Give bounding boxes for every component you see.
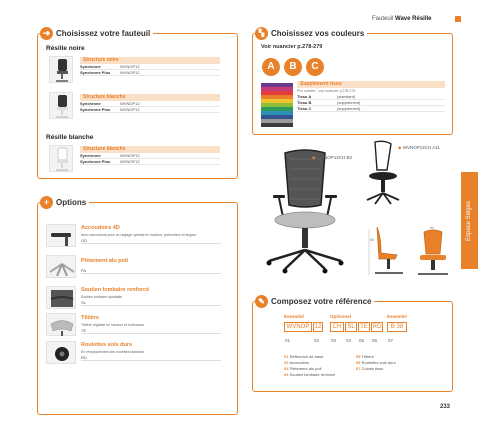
ref-box-casters: RD — [372, 324, 382, 330]
table-row: Synchrone Plus WVNOP12 — [80, 70, 220, 76]
fabric-letter-b: B — [284, 58, 302, 76]
side-tab-seating: Espace Sièges — [461, 172, 478, 269]
spec-block-white-structure: Structure blanche Synchrone WVNOP12 Synchrone Plus WVNOP12 — [80, 94, 220, 113]
list-item: 06 Roulettes sols durs — [356, 360, 396, 365]
ref-box-base-finish: CH — [330, 322, 344, 332]
main-chair-image — [255, 145, 355, 275]
table-row: Synchrone WVNOP12 — [80, 101, 220, 107]
pencil-icon: ✎ — [255, 295, 268, 308]
table-row: Synchrone WVNOP12 — [80, 64, 220, 70]
choose-colors-heading: ▚ Choisissez vos couleurs — [255, 27, 367, 40]
page-header: Fauteuil Wave Résille — [372, 16, 432, 22]
spec-block-white-mesh-white-structure: Structure blanche Synchrone WVNOP12 Synchrone Plus WVNOP12 — [80, 146, 220, 165]
options-heading: + Options — [40, 196, 89, 209]
side-chair-label: ◆ WVNOP12CH A11 — [398, 145, 440, 150]
side-chair-image — [363, 138, 403, 208]
ref-num: 05 — [359, 338, 365, 343]
fabric-swatches — [261, 83, 293, 127]
ref-box-armrest: 12 — [314, 324, 322, 330]
ref-box-base: WVNOP — [284, 322, 312, 332]
ref-num: 06 — [372, 338, 378, 343]
table-row: Tissu C (supplément) — [297, 106, 445, 112]
list-item: 03 Piètement alu poli — [284, 366, 322, 371]
ref-box-headrest: TE — [358, 322, 370, 332]
arrow-icon: ➜ — [40, 27, 53, 40]
compose-reference-section — [252, 301, 453, 392]
fabric-letter-a: A — [262, 58, 280, 76]
option-lumbar-support: Soutien lombaire renforcé Soutien lombaire ajustable SL — [81, 287, 221, 306]
option-polished-base: Piètement alu poli PA — [81, 258, 221, 274]
dimension-chair-side — [367, 225, 415, 280]
list-item: 07 Coloris tissu — [356, 366, 384, 371]
ref-num: 04 — [346, 338, 352, 343]
table-row: Synchrone Plus WVNOP12 — [80, 107, 220, 113]
col-header-essential-1: Essentiel — [284, 314, 304, 319]
plus-icon: + — [40, 196, 53, 209]
ref-num: 01 — [285, 338, 291, 343]
fabric-swatch — [261, 123, 293, 127]
fabric-supplement-block: Supplément tissu Prix unitaire - voir nuancier p.278-279 Tissu A (standard) Tissu B (supplément) Tissu C (supplément) — [297, 81, 445, 112]
page-number: 233 — [440, 404, 451, 410]
table-row: Synchrone WVNOP12 — [80, 153, 220, 159]
spec-block-black-structure: Structure noire Synchrone WVNOP12 Synchrone Plus WVNOP12 — [80, 57, 220, 76]
headrest-thumbnail — [46, 313, 76, 336]
chair-thumbnail-black-white — [49, 92, 73, 119]
dimension-width: 64 — [430, 226, 434, 230]
list-item: 01 Référence de base — [284, 354, 324, 359]
table-row: Tissu B (supplément) — [297, 100, 445, 106]
armrest-4d-thumbnail — [46, 224, 76, 247]
chair-thumbnail-black-black — [49, 56, 73, 83]
col-header-optional: Optionnel — [330, 314, 351, 319]
polished-alu-base-thumbnail — [46, 255, 76, 278]
option-armrests: Accoudoirs 4D Avec accoudoirs pour un réglage optimal en hauteur, profondeur et largeur OD — [81, 225, 221, 244]
option-headrest: Têtière Têtière réglable en hauteur et inclinaison TE — [81, 315, 221, 334]
reference-legend-right — [356, 354, 396, 372]
col-header-essential-2: Essentiel — [387, 314, 407, 319]
compose-reference-heading: ✎ Composez votre référence — [255, 295, 374, 308]
lumbar-support-thumbnail — [46, 286, 76, 309]
dimension-chair-front — [412, 228, 454, 280]
chair-thumbnail-white-white — [49, 145, 73, 172]
dimension-height: 56 — [370, 238, 374, 242]
group-label-black-mesh: Résille noire — [46, 45, 85, 52]
list-item: 02 Accoudoirs — [284, 360, 310, 365]
ref-box-color: B 38 — [387, 322, 407, 332]
option-hard-floor-casters: Roulettes sols durs En remplacement des roulettes standard RD — [81, 342, 221, 361]
color-chart-reference: Voir nuancier p.278-279 — [261, 44, 323, 50]
ref-num: 03 — [331, 338, 337, 343]
fabric-letters — [262, 58, 324, 76]
ref-num: 02 — [314, 338, 320, 343]
table-row: Tissu A (standard) — [297, 94, 445, 100]
list-item: 04 Soutien lombaire renforcé — [284, 372, 336, 377]
palette-icon: ▚ — [255, 27, 268, 40]
group-label-white-mesh: Résille blanche — [46, 134, 94, 141]
ref-num: 07 — [388, 338, 394, 343]
choose-chair-heading: ➜ Choisissez votre fauteuil — [40, 27, 153, 40]
hard-floor-caster-thumbnail — [46, 341, 76, 364]
main-chair-label: ◆ WVNOP12CH B2 — [312, 155, 352, 160]
ref-box-lumbar: SL — [345, 322, 357, 332]
header-accent-square — [455, 16, 461, 22]
list-item: 05 Têtière — [356, 354, 374, 359]
table-row: Synchrone Plus WVNOP12 — [80, 159, 220, 165]
reference-legend-left — [284, 354, 335, 378]
fabric-letter-c: C — [306, 58, 324, 76]
